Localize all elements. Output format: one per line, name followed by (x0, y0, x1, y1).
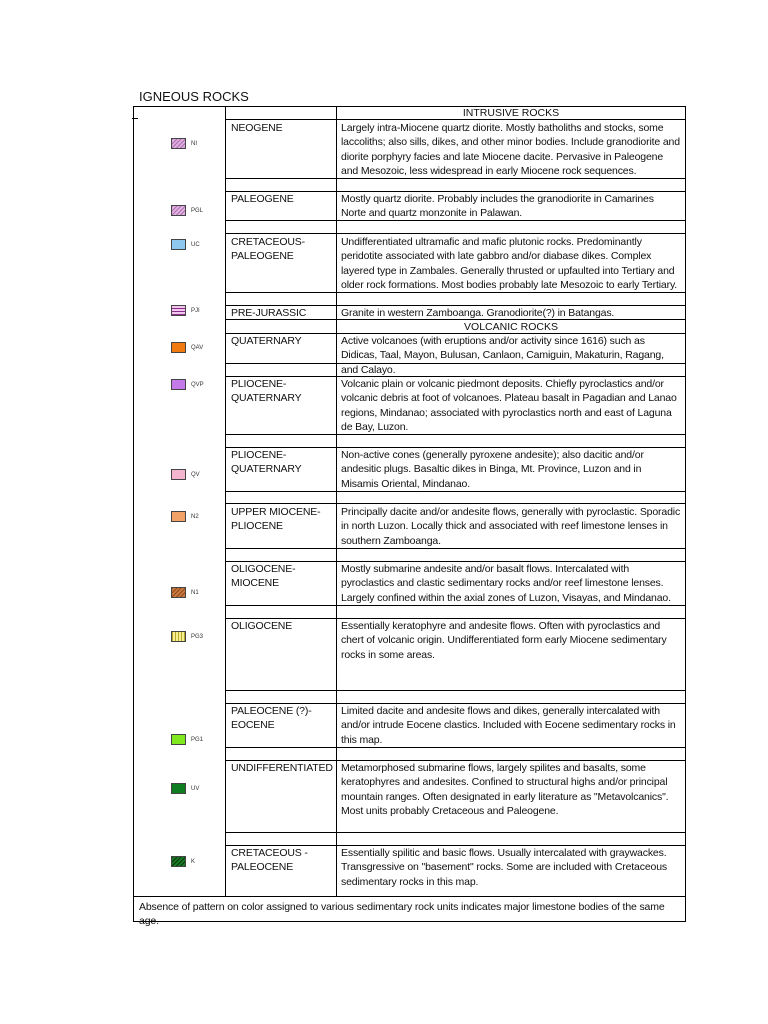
legend-swatch-pgl (171, 205, 186, 216)
legend-swatch-pg3 (171, 631, 186, 642)
legend-swatch-qvp (171, 379, 186, 390)
legend-code: N2 (191, 514, 199, 520)
rock-description: Largely intra-Miocene quartz diorite. Mostly batholiths and stocks, some laccoliths; also sills, dikes, and other minor bodies. Include granodiorite and diorite porphyry facies and late Miocene dacite. Pervasive in Paleogene and Mesozoic, less widespread in early Miocene rock sequences. (341, 122, 680, 177)
rock-description: Non-active cones (generally pyroxene andesite); also dacitic and/or andesitic plugs. Basaltic dikes in Binga, Mt. Province, Luzon and in Misamis Oriental, Mindanao. (341, 449, 644, 490)
legend-swatch-ni (171, 138, 186, 149)
rock-description: Essentially spilitic and basic flows. Usually intercalated with graywackes. Transgressive on "basement" rocks. Some are included with Cretaceous sedimentary rocks in this map. (341, 847, 668, 888)
geologic-period: CRETACEOUS- PALEOGENE (231, 236, 305, 263)
row-rule (225, 491, 686, 492)
geologic-period: PRE-JURASSIC (231, 307, 307, 319)
row-rule (225, 548, 686, 549)
rock-description: Mostly submarine andesite and/or basalt flows. Intercalated with pyroclastics and clastic sedimentary rocks and/or reef limestone lenses. Largely confined within the axial zones of Luzon, Visayas, and Mindanao. (341, 563, 671, 604)
legend-code: NI (191, 141, 197, 147)
section-header-intrusive: INTRUSIVE ROCKS (462, 107, 560, 119)
legend-code: K (191, 859, 196, 865)
row-rule (225, 119, 686, 120)
table-border-right (685, 106, 686, 922)
geologic-period: PALEOGENE (231, 193, 294, 205)
geologic-period: NEOGENE (231, 122, 283, 134)
rock-description: Active volcanoes (with eruptions and/or activity since 1616) such as Didicas, Taal, Mayon, Bulusan, Canlaon, Camiguin, Makaturin, Ragang, and Calayo. (341, 335, 664, 376)
legend-code: UV (191, 786, 200, 792)
rock-description: Limited dacite and andesite flows and dikes, generally intercalated with and/or intrude Eocene clastics. Included with Eocene sedimentary rocks in this map. (341, 705, 676, 746)
legend-code: QVP (191, 382, 204, 388)
column-divider-period (336, 106, 337, 896)
row-rule (225, 605, 686, 606)
page-title: IGNEOUS ROCKS (139, 89, 249, 104)
rock-description: Essentially keratophyre and andesite flows. Often with pyroclastics and chert of volcanic origin. Undifferentiated form early Miocene sedimentary rocks in some areas. (341, 620, 667, 661)
column-divider-swatch (225, 106, 226, 896)
footer-divider (133, 896, 686, 897)
geologic-period: PLIOCENE- QUATERNARY (231, 378, 302, 405)
geologic-period: PALEOCENE (?)- EOCENE (231, 705, 312, 732)
legend-table (133, 106, 686, 927)
legend-code: PG3 (191, 634, 204, 640)
legend-swatch-uc (171, 239, 186, 250)
geologic-period: UNDIFFERENTIATED (231, 762, 333, 774)
rock-description: Mostly quartz diorite. Probably includes the granodiorite in Camarines Norte and quartz monzonite in Palawan. (341, 193, 654, 220)
legend-swatch-qav (171, 342, 186, 353)
geologic-period: UPPER MIOCENE- PLIOCENE (231, 506, 321, 533)
legend-swatch-n1 (171, 587, 186, 598)
table-border-left (133, 106, 134, 922)
rock-description: Undifferentiated ultramafic and mafic plutonic rocks. Predominantly peridotite associated with late gabbro and/or diabase dikes. Complex layered type in Zambales. Generally thrusted or upfaulted into Tertiary and older rock formations. Most bodies probably late Mesozoic to early Tertiary. (341, 236, 678, 291)
legend-code: PJI (191, 308, 200, 314)
legend-swatch-n2 (171, 511, 186, 522)
rock-description: Principally dacite and/or andesite flows, generally with pyroclastic. Sporadic in north Luzon. Locally thick and associated with reef limestone lenses in southern Zamboanga. (341, 506, 681, 547)
row-rule (225, 503, 686, 504)
legend-code: UC (191, 242, 200, 248)
section-header-volcanic: VOLCANIC ROCKS (464, 321, 558, 333)
rock-description: Granite in western Zamboanga. Granodiorite(?) in Batangas. (341, 307, 615, 319)
geologic-period: OLIGOCENE (231, 620, 293, 632)
geologic-period: OLIGOCENE- MIOCENE (231, 563, 296, 590)
row-rule (225, 747, 686, 748)
legend-swatch-qv (171, 469, 186, 480)
legend-swatch-k (171, 856, 186, 867)
row-rule (225, 233, 686, 234)
legend-code: PG1 (191, 737, 204, 743)
geologic-period: PLIOCENE- QUATERNARY (231, 449, 302, 476)
legend-swatch-uv (171, 783, 186, 794)
geologic-period: QUATERNARY (231, 335, 302, 347)
geologic-period: CRETACEOUS - PALEOCENE (231, 847, 308, 874)
rock-description: Metamorphosed submarine flows, largely spilites and basalts, some keratophyres and andesites. Confined to structural highs and/or principal mountain ranges. Often designated in early literature as "Metavolcanics". Most units probably Cretaceous and Paleogene. (341, 762, 669, 817)
legend-code: QAV (191, 345, 204, 351)
legend-code: QV (191, 472, 200, 478)
legend-swatch-pg1 (171, 734, 186, 745)
legend-swatch-pji (171, 305, 186, 316)
legend-code: N1 (191, 590, 199, 596)
rock-description: Volcanic plain or volcanic piedmont deposits. Chiefly pyroclastics and/or volcanic debris at foot of volcanoes. Plateau basalt in Pagadian and Lanao regions, Mindanao; associated with pyroclastics north and east of Laguna de Bay, Luzon. (341, 378, 677, 433)
row-rule (225, 832, 686, 833)
footer-note: Absence of pattern on color assigned to various sedimentary rock units indicates major limestone bodies of the same age. (139, 901, 665, 927)
row-rule (225, 690, 686, 691)
legend-code: PGL (191, 208, 204, 214)
